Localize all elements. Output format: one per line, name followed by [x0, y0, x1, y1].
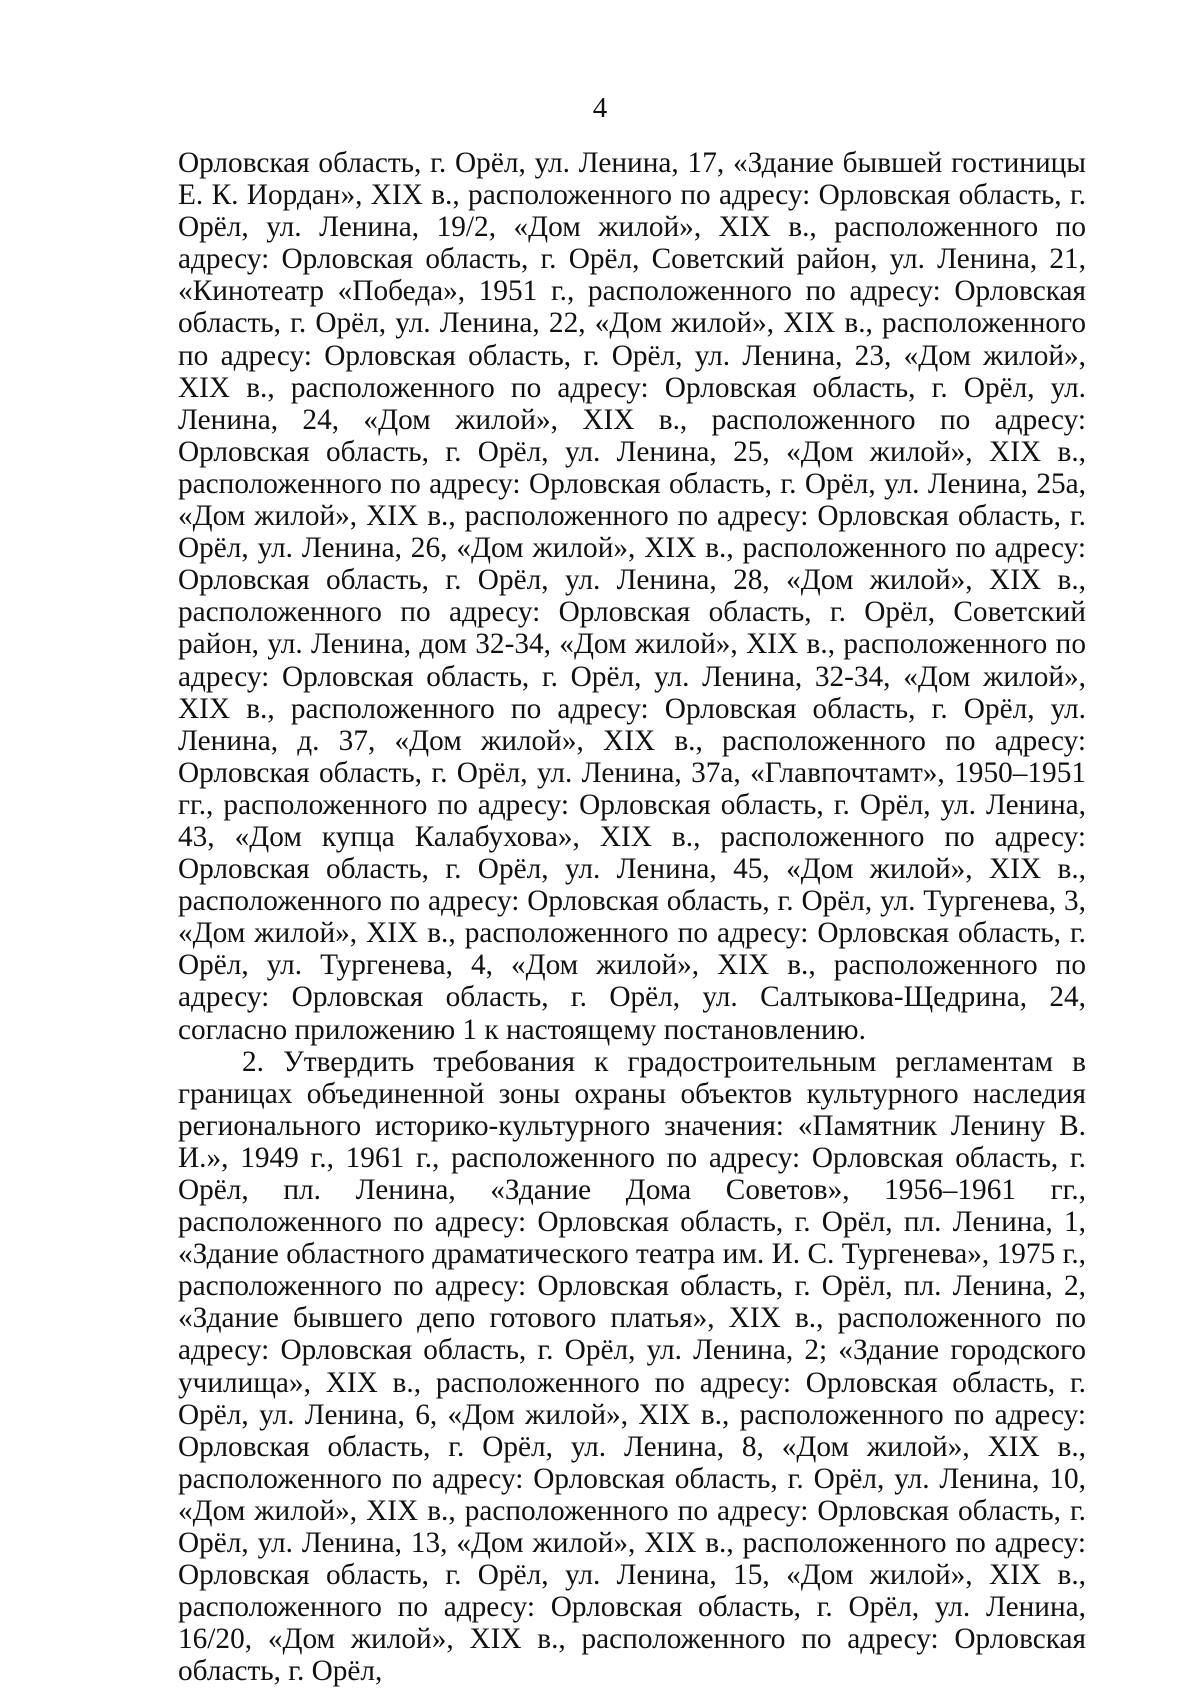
paragraph-item-2: 2. Утвердить требования к градостроительным регламентам в границах объединенной зоны охраны объектов культурного наследия регионального историко-культурного значения: «Памятник Ленину В. И.», 1949 г., 1961 г., расположенного по адресу: Орловская область, г. Орёл, пл. Ленина, «Здание Дома Советов», 1956–1961 гг., расположенного по адресу: Орловская область, г. Орёл, пл. Ленина, 1, «Здание областного драматического театра им. И. С. Тургенева», 1975 г., расположенного по адресу: Орловская область, г. Орёл, пл. Ленина, 2, «Здание бывшего депо готового платья», XIX в., расположенного по адресу: Орловская область, г. Орёл, ул. Ленина, 2; «Здание городского училища», XIX в., расположенного по адресу: Орловская область, г. Орёл, ул. Ленина, 6, «Дом жилой», XIX в., расположенного по адресу: Орловская область, г. Орёл, ул. Ленина, 8, «Дом жилой», XIX в., расположенного по адресу: Орловская область, г. Орёл, ул. Ленина, 10, «Дом жилой», XIX в., расположенного по адресу: Орловская область, г. Орёл, ул. Ленина, 13, «Дом жилой», XIX в., расположенного по адресу: Орловская область, г. Орёл, ул. Ленина, 15, «Дом жилой», XIX в., расположенного по адресу: Орловская область, г. Орёл, ул. Ленина, 16/20, «Дом жилой», XIX в., расположенного по адресу: Орловская область, г. Орёл,: [178, 1045, 1086, 1688]
paragraph-continuation: Орловская область, г. Орёл, ул. Ленина, 17, «Здание бывшей гостиницы Е. К. Иордан», XIX в., расположенного по адресу: Орловская область, г. Орёл, ул. Ленина, 19/2, «Дом жилой», XIX в., расположенного по адресу: Орловская область, г. Орёл, Советский район, ул. Ленина, 21, «Кинотеатр «Победа», 1951 г., расположенного по адресу: Орловская область, г. Орёл, ул. Ленина, 22, «Дом жилой», XIX в., расположенного по адресу: Орловская область, г. Орёл, ул. Ленина, 23, «Дом жилой», XIX в., расположенного по адресу: Орловская область, г. Орёл, ул. Ленина, 24, «Дом жилой», XIX в., расположенного по адресу: Орловская область, г. Орёл, ул. Ленина, 25, «Дом жилой», XIX в., расположенного по адресу: Орловская область, г. Орёл, ул. Ленина, 25а, «Дом жилой», XIX в., расположенного по адресу: Орловская область, г. Орёл, ул. Ленина, 26, «Дом жилой», XIX в., расположенного по адресу: Орловская область, г. Орёл, ул. Ленина, 28, «Дом жилой», XIX в., расположенного по адресу: Орловская область, г. Орёл, Советский район, ул. Ленина, дом 32-34, «Дом жилой», XIX в., расположенного по адресу: Орловская область, г. Орёл, ул. Ленина, 32-34, «Дом жилой», XIX в., расположенного по адресу: Орловская область, г. Орёл, ул. Ленина, д. 37, «Дом жилой», XIX в., расположенного по адресу: Орловская область, г. Орёл, ул. Ленина, 37а, «Главпочтамт», 1950–1951 гг., расположенного по адресу: Орловская область, г. Орёл, ул. Ленина, 43, «Дом купца Калабухова», XIX в., расположенного по адресу: Орловская область, г. Орёл, ул. Ленина, 45, «Дом жилой», XIX в., расположенного по адресу: Орловская область, г. Орёл, ул. Тургенева, 3, «Дом жилой», XIX в., расположенного по адресу: Орловская область, г. Орёл, ул. Тургенева, 4, «Дом жилой», XIX в., расположенного по адресу: Орловская область, г. Орёл, ул. Салтыкова-Щедрина, 24, согласно приложению 1 к настоящему постановлению.: [178, 147, 1086, 1046]
document-body: [178, 147, 1086, 1688]
page-number: 4: [592, 92, 608, 124]
